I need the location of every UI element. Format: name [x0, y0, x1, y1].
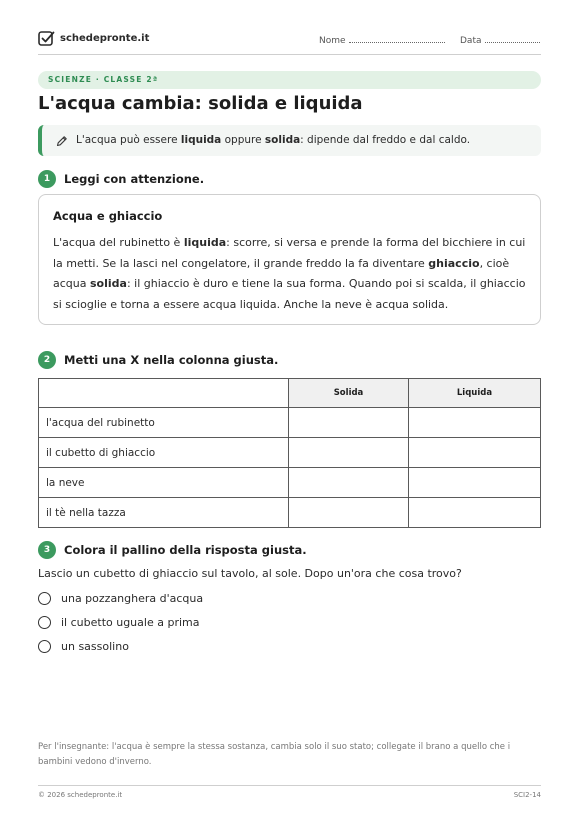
footer-code: SCI2-14 — [513, 791, 541, 799]
step-1-number: 1 — [38, 170, 56, 188]
page-header — [38, 30, 541, 55]
option-3[interactable] — [38, 640, 129, 653]
name-field[interactable] — [319, 34, 445, 46]
step-1-label: Leggi con attenzione. — [64, 172, 205, 186]
table-row — [39, 408, 541, 438]
table-header-row — [39, 379, 541, 408]
name-label: Nome — [319, 36, 346, 46]
table-row — [39, 468, 541, 498]
answer-cell-solida[interactable] — [289, 438, 409, 468]
option-label: il cubetto uguale a prima — [61, 616, 200, 629]
table-row-label: il cubetto di ghiaccio — [39, 438, 289, 468]
table-row — [39, 498, 541, 528]
reading-text: L'acqua del rubinetto è liquida: scorre, si versa e prende la forma del bicchiere in cui la metti. Se la lasci nel congelatore, il grande freddo la fa diventare ghiaccio, cioè acqua solida: il ghiaccio è duro e tiene la sua forma. Quando poi si scalda, il ghiaccio si scioglie e torna a essere acqua liquida. Anche la neve è acqua solida. — [53, 236, 526, 311]
table-header-liquida: Liquida — [409, 379, 541, 408]
option-2[interactable] — [38, 616, 199, 629]
reading-title: Acqua e ghiaccio — [53, 209, 163, 223]
intro-note — [38, 125, 541, 156]
option-1[interactable] — [38, 592, 203, 605]
answer-cell-liquida[interactable] — [409, 408, 541, 438]
date-field[interactable] — [460, 34, 540, 46]
brand-logo — [38, 30, 149, 47]
answer-cell-solida[interactable] — [289, 408, 409, 438]
option-label: una pozzanghera d'acqua — [61, 592, 204, 605]
table-header-empty — [39, 379, 289, 408]
date-label: Data — [460, 36, 482, 46]
teacher-note: Per l'insegnante: l'acqua è sempre la stessa sostanza, cambia solo il suo stato; collegate il brano a quello che i bambini vedono d'inverno. — [38, 742, 511, 767]
table-row-label: la neve — [39, 468, 289, 498]
step-2-label: Metti una X nella colonna giusta. — [64, 353, 279, 367]
subject-tag-label: SCIENZE · CLASSE 2ª — [48, 75, 159, 84]
step-3 — [38, 541, 307, 559]
footer-copyright: © 2026 schedepronte.it — [38, 791, 123, 799]
table-row — [39, 438, 541, 468]
step-3-number: 3 — [38, 541, 56, 559]
step-3-label: Colora il pallino della risposta giusta. — [64, 543, 307, 557]
worksheet-page — [38, 0, 541, 819]
step-1 — [38, 170, 204, 188]
step-2 — [38, 351, 278, 369]
table-header-solida: Solida — [289, 379, 409, 408]
option-label: un sassolino — [61, 640, 129, 653]
intro-note-text: L'acqua può essere liquida oppure solida: dipende dal freddo e dal caldo. — [76, 134, 471, 146]
classification-table — [38, 378, 541, 528]
answer-cell-liquida[interactable] — [409, 498, 541, 528]
radio-circle[interactable] — [38, 616, 51, 629]
radio-circle[interactable] — [38, 640, 51, 653]
subject-tag — [38, 71, 541, 89]
step-2-number: 2 — [38, 351, 56, 369]
pencil-icon — [56, 135, 68, 147]
answer-cell-solida[interactable] — [289, 498, 409, 528]
page-title: L'acqua cambia: solida e liquida — [38, 93, 363, 114]
answer-cell-solida[interactable] — [289, 468, 409, 498]
question-text: Lascio un cubetto di ghiaccio sul tavolo, al sole. Dopo un'ora che cosa trovo? — [38, 567, 462, 580]
table-row-label: il tè nella tazza — [39, 498, 289, 528]
radio-circle[interactable] — [38, 592, 51, 605]
page-footer — [38, 785, 541, 799]
table-row-label: l'acqua del rubinetto — [39, 408, 289, 438]
name-line — [349, 34, 445, 43]
answer-cell-liquida[interactable] — [409, 438, 541, 468]
answer-cell-liquida[interactable] — [409, 468, 541, 498]
date-line — [485, 34, 540, 43]
reading-box — [38, 194, 541, 325]
brand-name: schedepronte.it — [60, 33, 150, 44]
checkbox-icon — [38, 30, 55, 47]
